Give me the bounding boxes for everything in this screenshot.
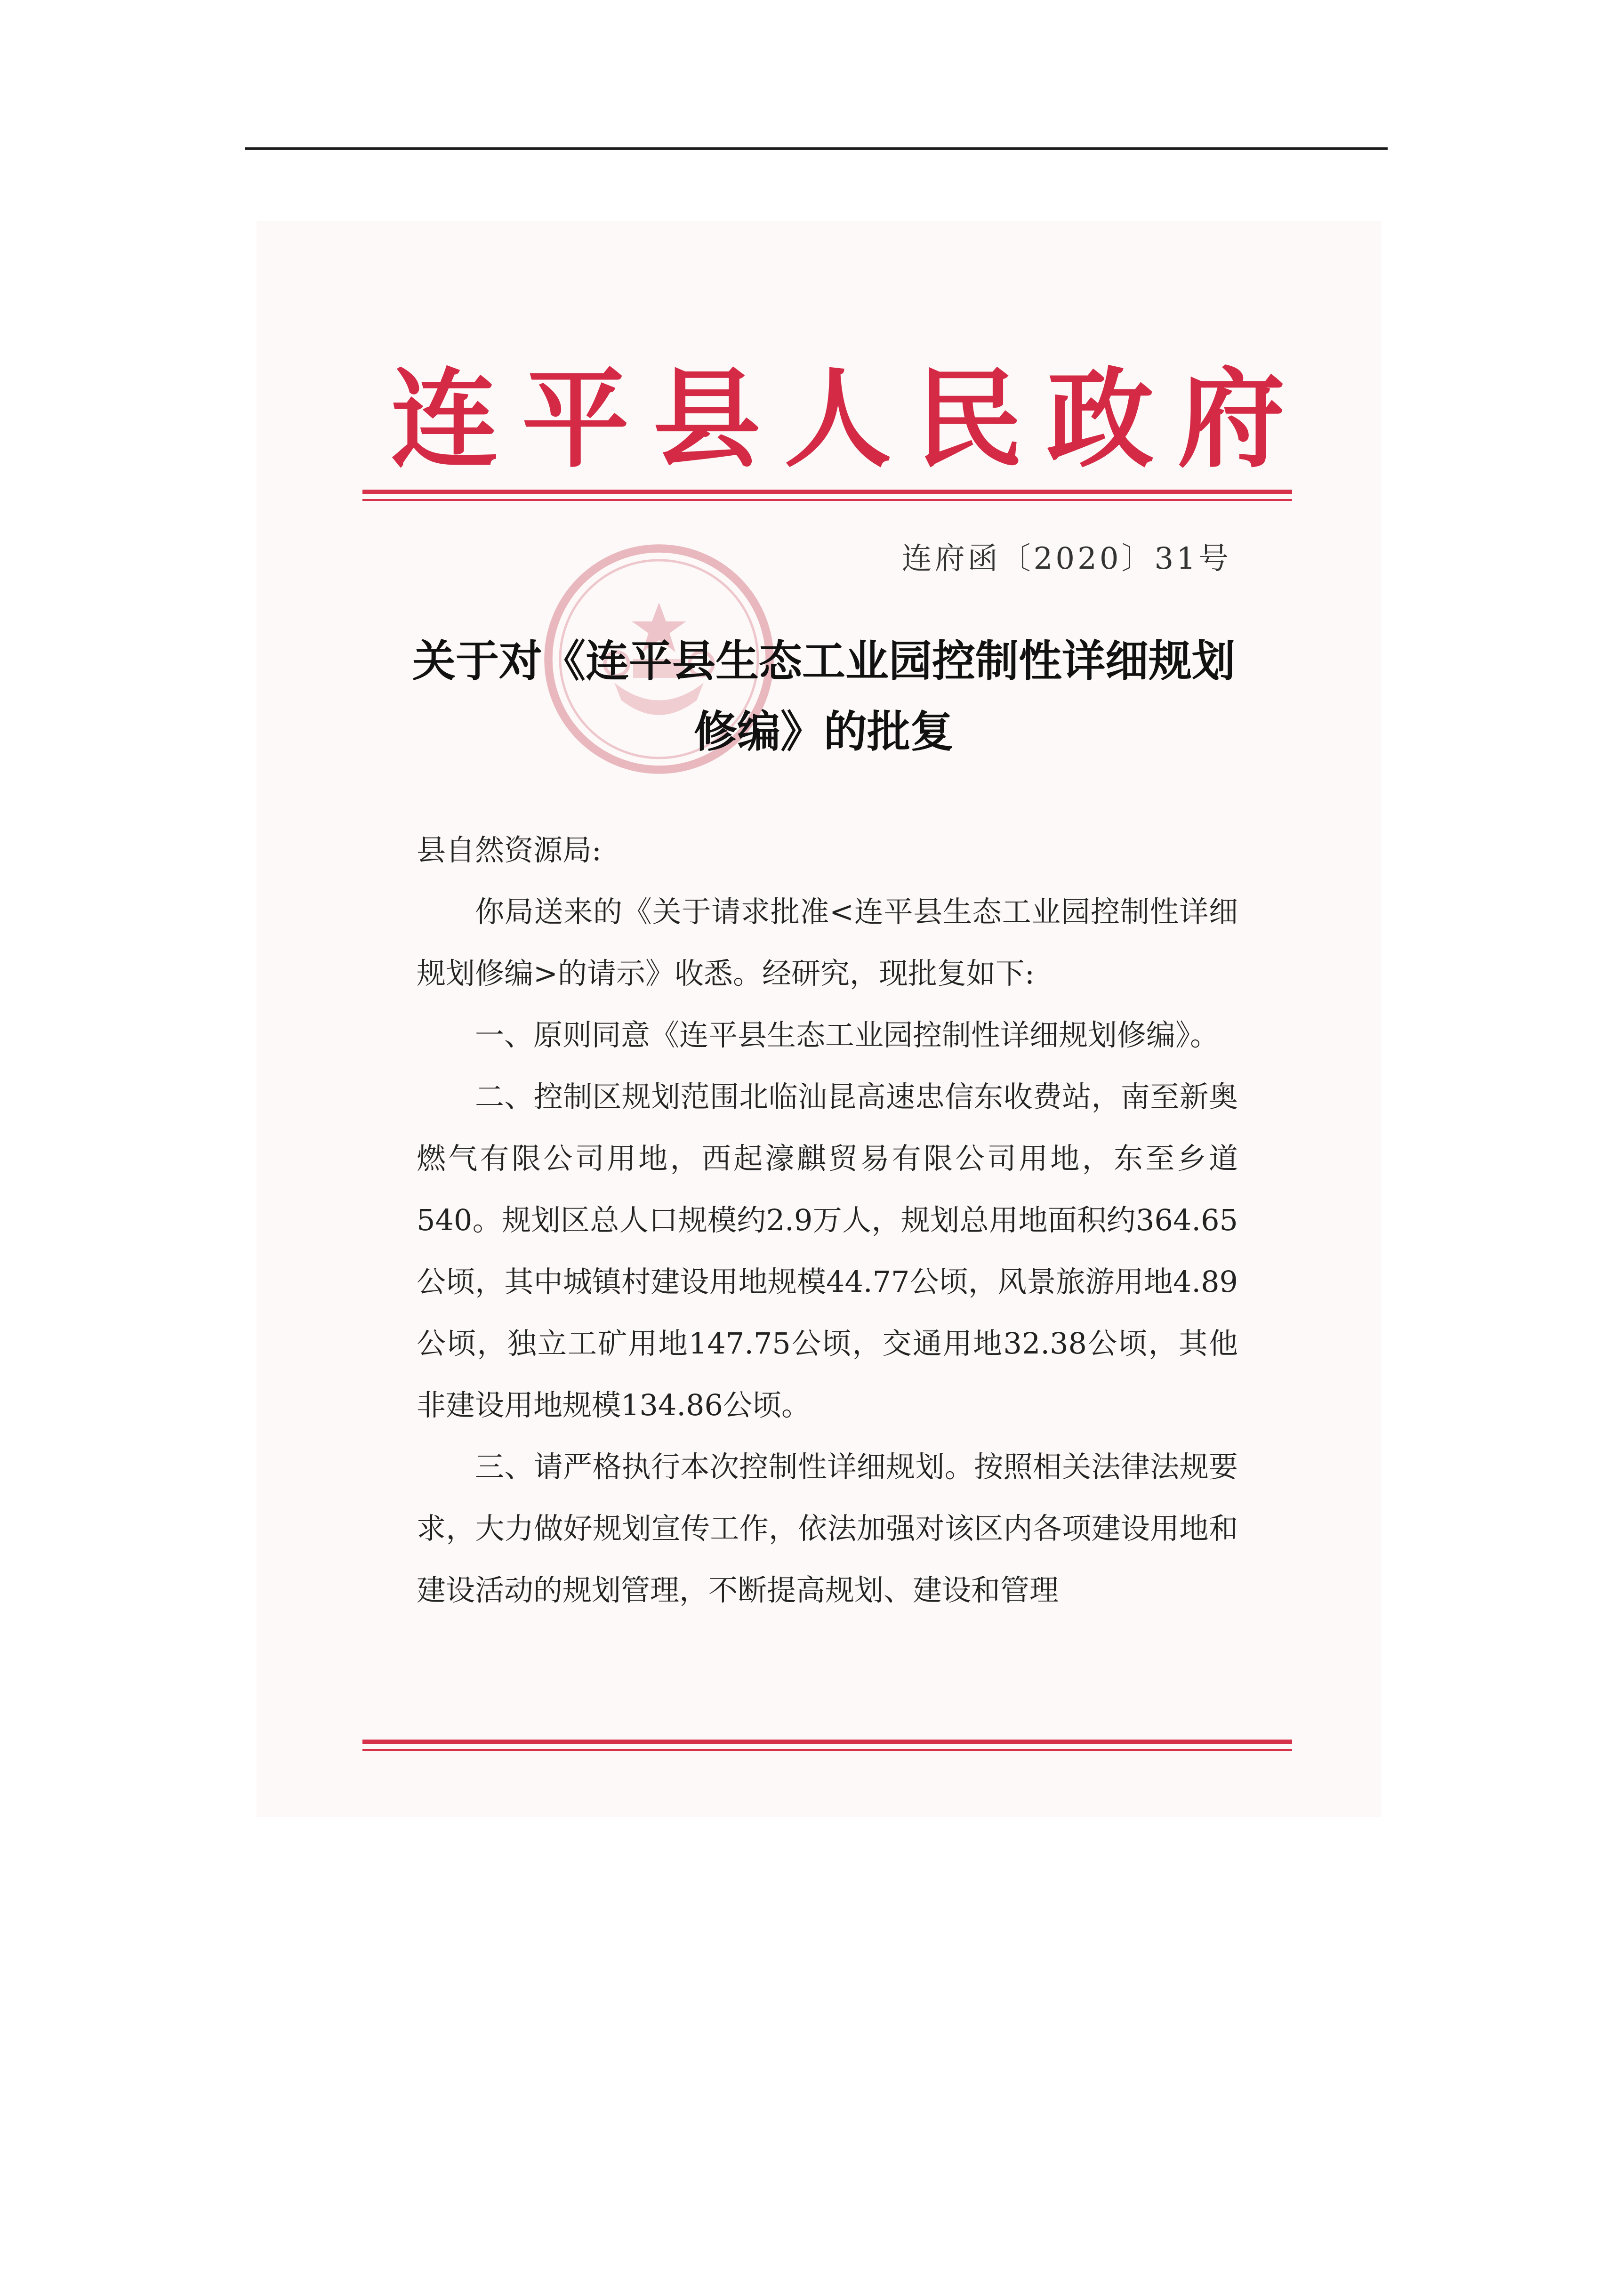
header-char: 政 xyxy=(1046,356,1154,482)
title-line-1: 关于对《连平县生态工业园控制性详细规划 xyxy=(412,636,1235,686)
issuing-authority-header xyxy=(391,358,1285,480)
paragraph-item-3: 三、请严格执行本次控制性详细规划。按照相关法律法规要求，大力做好规划宣传工作，依法加强对该区内各项建设用地和建设活动的规划管理，不断提高规划、建设和管理 xyxy=(417,1450,1238,1607)
title-line-2: 修编》的批复 xyxy=(693,707,954,757)
header-char: 连 xyxy=(391,356,498,482)
document-body xyxy=(417,819,1238,1621)
document-number: 连府函〔2020〕31号 xyxy=(901,541,1231,576)
paragraph-intro: 你局送来的《关于请求批准<连平县生态工业园控制性详细规划修编>的请示》收悉。经研究，现批复如下: xyxy=(417,894,1238,991)
top-border-line xyxy=(245,147,1388,150)
header-char: 县 xyxy=(653,356,761,482)
footer-red-rule-thin xyxy=(362,1749,1292,1751)
footer-red-rule-thick xyxy=(362,1740,1292,1744)
header-char: 民 xyxy=(915,356,1023,482)
header-char: 人 xyxy=(784,356,892,482)
header-red-rule-thick xyxy=(362,490,1292,494)
paragraph-item-1: 一、原则同意《连平县生态工业园控制性详细规划修编》。 xyxy=(475,1018,1220,1052)
header-char: 府 xyxy=(1177,356,1285,482)
document-title xyxy=(405,626,1243,767)
header-char: 平 xyxy=(522,356,629,482)
recipient: 县自然资源局: xyxy=(417,833,602,867)
paragraph-item-2: 二、控制区规划范围北临汕昆高速忠信东收费站，南至新奥燃气有限公司用地，西起濠麒贸易有限公司用地，东至乡道540。规划区总人口规模约2.9万人，规划总用地面积约364.65公顷，其中城镇村建设用地规模44.77公顷，风景旅游用地4.89公顷，独立工矿用地147.75公顷，交通用地32.38公顷，其他非建设用地规模134.86公顷。 xyxy=(417,1080,1238,1422)
header-red-rule-thin xyxy=(362,499,1292,501)
